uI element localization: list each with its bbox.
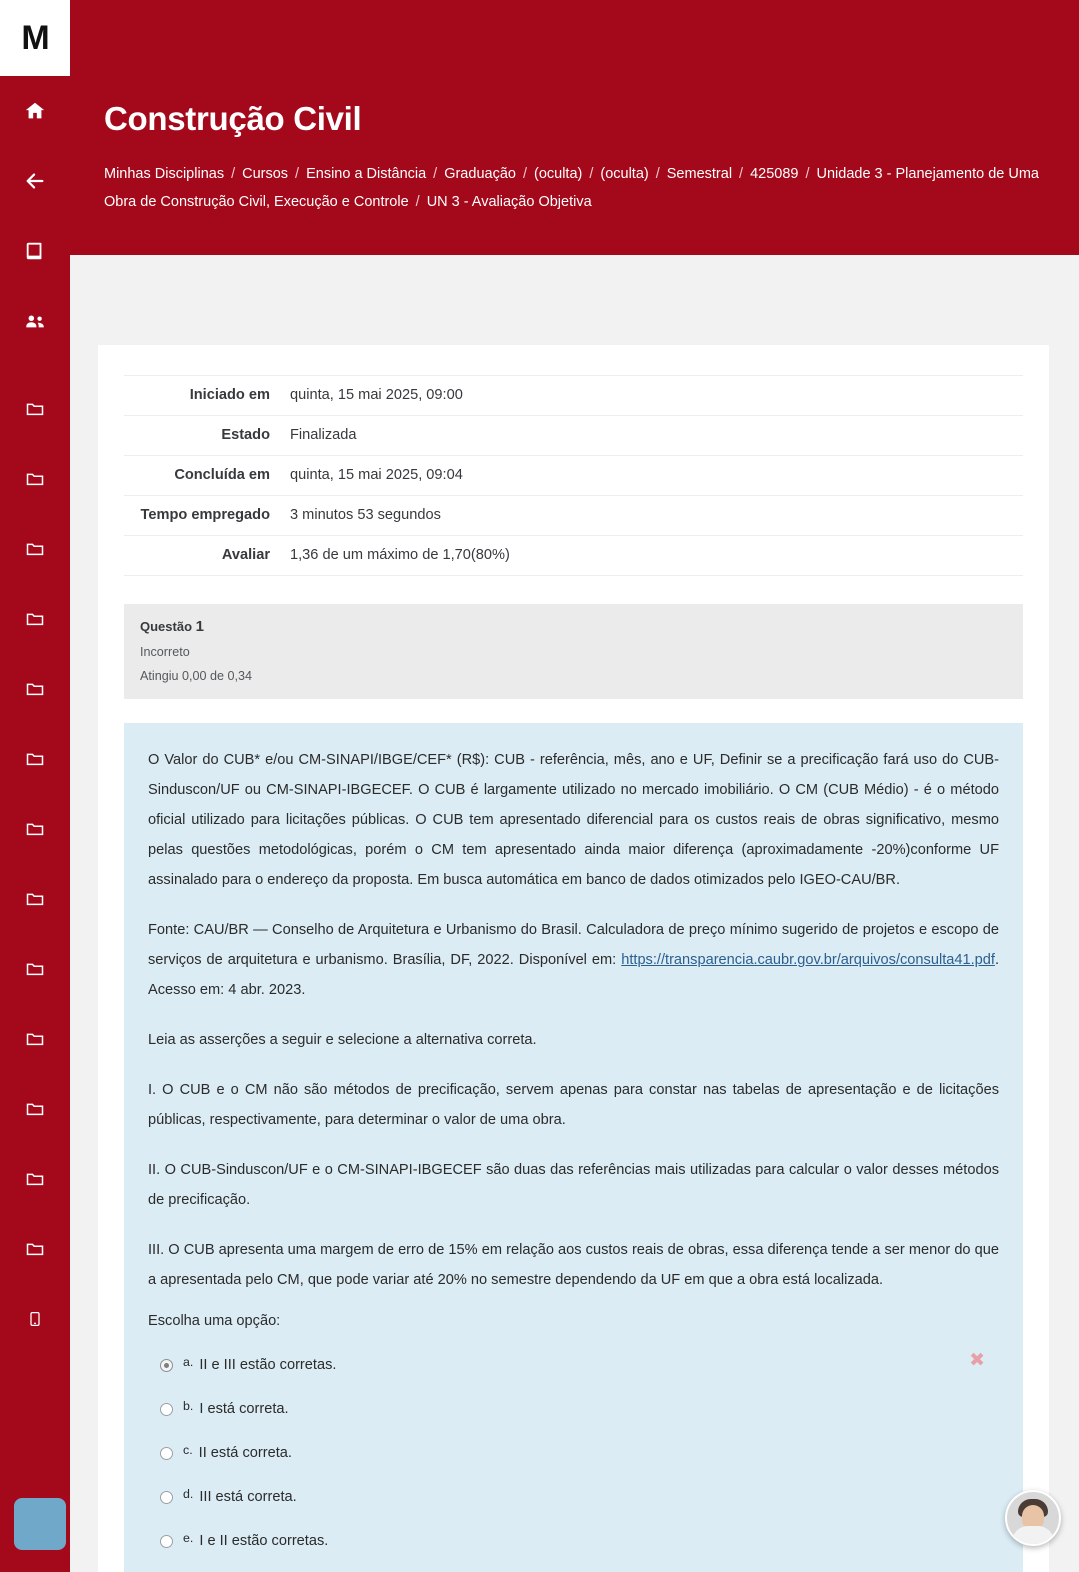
question-paragraph: O Valor do CUB* e/ou CM-SINAPI/IBGE/CEF* (R$): CUB - referência, mês, ano e UF, Definir se a precificação fará uso do CUB-Sinduscon/UF ou CM-SINAPI-IBGECEF. O CUB é largamente utilizado no mercado imobiliário. O CM (CUB Médio) - é o método oficial utilizado para licitações públicas. O CUB tem apresentado diferencial para os custos reais de obras significativo, mesmo pelas questões metodológicas, porém o CM tem apresentado ainda maior diferença (aproximadamente -20%)conforme UF assinalado para o endereço da proposta. Em busca automática em banco de dados otimizados pelo IGEO-CAU/BR. [148, 752, 999, 888]
assertion-3: III. O CUB apresenta uma margem de erro de 15% em relação aos custos reais de obras, essa diferença tende a ser menor do que a apresentada pelo CM, que pode variar até 20% no semestre dependendo da UF em que a obra está localizada. [148, 1242, 999, 1288]
page-title: Construção Civil [104, 100, 362, 137]
option-text: I e II estão corretas. [199, 1533, 329, 1549]
table-row [124, 456, 1023, 496]
summary-value: 3 minutos 53 segundos [290, 507, 441, 523]
breadcrumb-item-0[interactable]: Minhas Disciplinas [104, 166, 225, 182]
radio-option-c[interactable] [160, 1447, 173, 1460]
choose-option-label: Escolha uma opção: [148, 1313, 281, 1329]
summary-value: 1,36 de um máximo de 1,70(80%) [290, 547, 510, 563]
attempt-summary-table [124, 375, 1023, 576]
summary-label: Iniciado em [189, 387, 270, 403]
breadcrumb-separator: / [655, 166, 660, 182]
left-navigation-rail [0, 0, 70, 1572]
breadcrumb-separator: / [231, 166, 236, 182]
question-state: Incorreto [140, 645, 190, 659]
radio-option-a[interactable] [160, 1359, 173, 1372]
brand-letter: M [21, 18, 49, 57]
question-number: 1 [195, 618, 204, 635]
table-row [124, 416, 1023, 456]
source-prefix: Fonte: CAU/BR — Conselho de Arquitetura e Urbanismo do Brasil. Calculadora de preço mínimo sugerido de projetos e escopo de serviços de arquitetura e urbanismo. Brasília, DF, 2022. Disponível em: [148, 922, 999, 968]
assertion-1: I. O CUB e o CM não são métodos de precificação, servem apenas para constar nas tabelas de apresentação e de licitações públicas, respectivamente, para determinar o valor de uma obra. [148, 1082, 999, 1128]
option-text: I está correta. [199, 1401, 289, 1417]
mobile-icon[interactable] [0, 1284, 70, 1354]
sidebar-active-indicator[interactable] [14, 1498, 66, 1550]
breadcrumb-separator: / [433, 166, 438, 182]
summary-label: Concluída em [174, 467, 270, 483]
folder-icon[interactable] [0, 654, 70, 724]
folder-icon[interactable] [0, 794, 70, 864]
folder-icon[interactable] [0, 864, 70, 934]
folder-icon[interactable] [0, 584, 70, 654]
brand-logo[interactable] [0, 0, 70, 76]
users-icon[interactable] [0, 286, 70, 356]
breadcrumb-separator: / [739, 166, 744, 182]
folder-icon[interactable] [0, 934, 70, 1004]
summary-label: Tempo empregado [140, 507, 270, 523]
radio-option-b[interactable] [160, 1403, 173, 1416]
question-source [148, 915, 999, 1005]
option-letter: a. [183, 1355, 194, 1369]
question-word: Questão [140, 619, 193, 634]
folder-icon[interactable] [0, 374, 70, 444]
breadcrumb-item-7[interactable]: 425089 [750, 166, 799, 182]
question-number-label [140, 618, 1007, 635]
incorrect-mark-icon: ✖ [969, 1350, 985, 1371]
table-row [124, 496, 1023, 536]
folder-icon[interactable] [0, 514, 70, 584]
folder-icon[interactable] [0, 1144, 70, 1214]
list-item[interactable] [148, 1431, 999, 1475]
breadcrumb-separator: / [295, 166, 300, 182]
question-instruction: Leia as asserções a seguir e selecione a alternativa correta. [148, 1032, 537, 1048]
quiz-review-card [98, 345, 1049, 1572]
home-icon[interactable] [0, 76, 70, 146]
table-row [124, 376, 1023, 416]
option-letter: c. [183, 1443, 193, 1457]
list-item[interactable] [148, 1475, 999, 1519]
source-suffix: . Acesso em: 4 abr. 2023. [148, 952, 999, 998]
folder-icon[interactable] [0, 724, 70, 794]
back-arrow-icon[interactable] [0, 146, 70, 216]
option-text: II e III estão corretas. [199, 1357, 337, 1373]
option-text: III está correta. [199, 1489, 297, 1505]
breadcrumb-separator: / [589, 166, 594, 182]
folder-icon[interactable] [0, 1004, 70, 1074]
breadcrumb-item-6[interactable]: Semestral [666, 166, 733, 182]
summary-value: quinta, 15 mai 2025, 09:00 [290, 387, 463, 403]
radio-option-d[interactable] [160, 1491, 173, 1504]
summary-label: Avaliar [221, 547, 270, 563]
folder-icon[interactable] [0, 1074, 70, 1144]
breadcrumb-item-5[interactable]: (oculta) [600, 166, 649, 182]
folder-icon[interactable] [0, 444, 70, 514]
assistant-avatar[interactable] [1005, 1490, 1061, 1546]
book-icon[interactable] [0, 216, 70, 286]
breadcrumb-item-9[interactable]: UN 3 - Avaliação Objetiva [426, 194, 592, 210]
folder-icon[interactable] [0, 1214, 70, 1284]
table-row [124, 536, 1023, 576]
breadcrumb-item-2[interactable]: Ensino a Distância [306, 166, 427, 182]
summary-value: quinta, 15 mai 2025, 09:04 [290, 467, 463, 483]
breadcrumb-item-3[interactable]: Graduação [444, 166, 516, 182]
breadcrumb-item-4[interactable]: (oculta) [533, 166, 583, 182]
list-item[interactable] [148, 1343, 999, 1387]
option-letter: d. [183, 1487, 194, 1501]
option-letter: e. [183, 1531, 194, 1545]
list-item[interactable] [148, 1387, 999, 1431]
radio-option-e[interactable] [160, 1535, 173, 1548]
question-content [124, 723, 1023, 1572]
option-text: II está correta. [198, 1445, 292, 1461]
assertion-2: II. O CUB-Sinduscon/UF e o CM-SINAPI-IBGECEF são duas das referências mais utilizadas para calcular o valor desses métodos de precificação. [148, 1162, 999, 1208]
source-link[interactable]: https://transparencia.caubr.gov.br/arquivos/consulta41.pdf [621, 952, 995, 968]
page-header [70, 0, 1079, 255]
breadcrumb-item-8[interactable]: Unidade 3 - Planejamento de Uma Obra de Construção Civil, Execução e Controle [104, 166, 1039, 210]
breadcrumb-separator: / [522, 166, 527, 182]
question-info-panel [124, 604, 1023, 699]
option-letter: b. [183, 1399, 194, 1413]
answer-options-list [148, 1343, 999, 1563]
breadcrumb-separator: / [805, 166, 810, 182]
page-body [70, 255, 1079, 1572]
list-item[interactable] [148, 1519, 999, 1563]
question-grade: Atingiu 0,00 de 0,34 [140, 669, 253, 683]
breadcrumb-item-1[interactable]: Cursos [242, 166, 289, 182]
breadcrumb [104, 160, 1049, 216]
avatar-body [1012, 1526, 1054, 1546]
summary-label: Estado [221, 427, 270, 443]
summary-value: Finalizada [290, 427, 357, 443]
breadcrumb-separator: / [415, 194, 420, 210]
